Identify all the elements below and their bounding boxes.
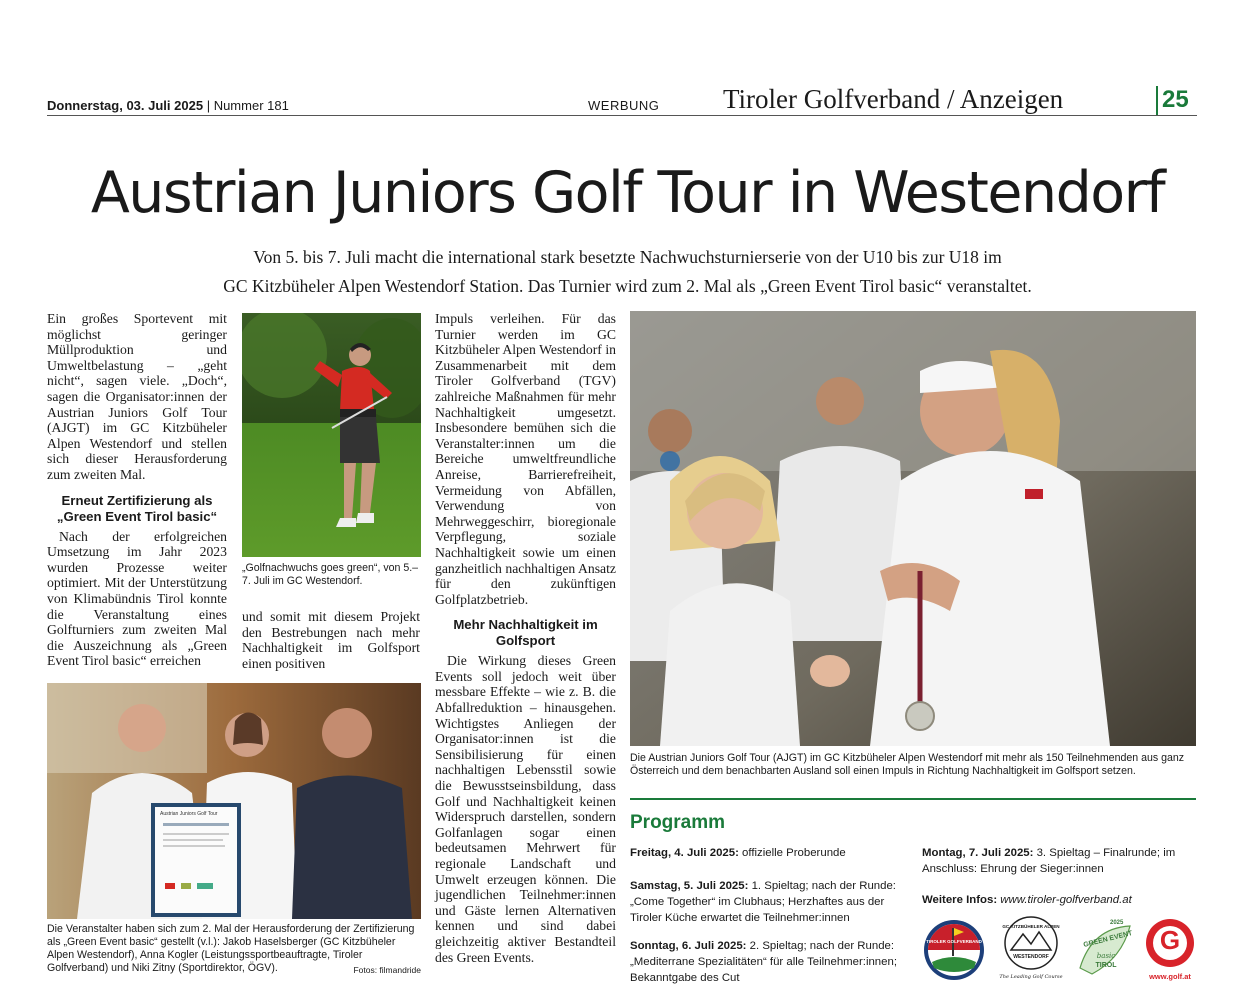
section-title: Tiroler Golfverband / Anzeigen: [723, 84, 1064, 114]
programm-item: Montag, 7. Juli 2025: 3. Spieltag – Finalrunde; im Anschluss: Ehrung der Sieger:innen: [922, 847, 1176, 875]
golfat-logo: [1143, 916, 1197, 986]
green-event-logo: [1072, 918, 1138, 984]
paragraph: Die Wirkung dieses Green Events soll jedoch weit über messbare Effekte – wie z. B. die Abfallreduktion – hinausgehen. Wichtigstes Anliegen der Organisator:innen ist die Sensibilisierung für einen nachhaltigen Lebensstil sowie die Bewusstseinsbildung, dass Golf und Nachhaltigkeit keinen Widerspruch darstellen, sondern Golfanlagen sogar einen bedeutsamen Mehrwert für regionale Landschaft und Umwelt erzeugen können. Die jugendlichen Teilnehmer:innen und Gäste lernen Alternativen kennen und sind dabei gleichzeitig aktiver Bestandteil des Green Events.: [435, 653, 616, 965]
golfer-caption: „Golfnachwuchs goes green“, von 5.–7. Juli im GC Westendorf.: [242, 562, 419, 587]
green-event-logo-icon: [1072, 918, 1138, 984]
subheading: Erneut Zertifizierung als „Green Event Tirol basic“: [56, 492, 218, 524]
more-info-link[interactable]: www.tiroler-golfverband.at: [1000, 894, 1132, 906]
green-event-line1: GREEN EVENT: [1082, 930, 1134, 949]
group-photo: [47, 683, 421, 919]
westendorf-logo-icon: [997, 914, 1065, 972]
tgv-logo: [922, 918, 986, 982]
westendorf-logo-top: GC KITZBÜHELER ALPEN: [1002, 924, 1060, 929]
photo-credit: Fotos: filmandride: [353, 965, 421, 975]
programm-title: Programm: [630, 812, 726, 833]
more-info: Weitere Infos: www.tiroler-golfverband.at: [922, 894, 1132, 906]
page-number: 25: [1162, 86, 1189, 113]
green-event-year: 2025: [1110, 920, 1124, 926]
group-caption: [47, 923, 421, 977]
green-event-line3: TIROL: [1095, 962, 1117, 969]
medal-photo: [630, 311, 1196, 746]
group-photo-illustration: [47, 683, 421, 919]
westendorf-logo: [997, 914, 1065, 986]
headline: Austrian Juniors Golf Tour in Westendorf: [90, 160, 1165, 226]
westendorf-logo-bottom: WESTENDORF: [1013, 954, 1049, 960]
paragraph: Impuls verleihen. Für das Turnier werden im GC Kitzbüheler Alpen Westendorf in Zusammenarbeit mit dem Tiroler Golfverband (TGV) zahlreiche Maßnahmen für mehr Nachhaltigkeit umgesetzt. Insbesondere bemühen sich die Veranstalter:innen um die Bereiche umweltfreundliche Anreise, Barrierefreiheit, Vermeidung von Abfällen, Verwendung von Mehrweggeschirr, bioregionale Verpflegung, soziale Nachhaltigkeit sowie um einen ganzheitlich nachhaltigen Ansatz für den zukünftigen Golfplatzbetrieb.: [435, 311, 616, 607]
medal-caption: Die Austrian Juniors Golf Tour (AJGT) im GC Kitzbüheler Alpen Westendorf mit mehr als 150 Teilnehmenden aus ganz Österreich und dem benachbarten Ausland soll einen Impuls in Richtung Nachhaltigkeit im Golfsport setzen.: [630, 752, 1185, 777]
lead-line-1: Von 5. bis 7. Juli macht die international stark besetzte Nachwuchsturnierserie von der U10 bis zur U18 im: [253, 247, 1002, 267]
golfer-photo-illustration: [242, 313, 421, 557]
programm-item: Samstag, 5. Juli 2025: 1. Spieltag; nach der Runde: „Come Together“ im Clubhaus; Herzhaftes aus der Tiroler Küche erwartet die Teilnehmer:innen: [630, 880, 896, 924]
lead-line-2: GC Kitzbüheler Alpen Westendorf Station. Das Turnier wird zum 2. Mal als „Green Event Tirol basic“ veranstaltet.: [223, 276, 1032, 296]
certificate-text: Austrian Juniors Golf Tour: [160, 811, 218, 817]
paragraph: und somit mit diesem Projekt den Bestrebungen nach mehr Nachhaltigkeit im Golfsport einen positiven: [242, 609, 420, 671]
subheading: Mehr Nachhaltigkeit im Golfsport: [453, 617, 598, 649]
issue-date: Donnerstag, 03. Juli 2025 | Nummer 181: [47, 98, 289, 113]
lead: [60, 243, 1195, 301]
programm-rule: [630, 798, 1196, 800]
westendorf-logo-tagline: The Leading Golf Course: [999, 974, 1063, 980]
green-event-line2: basic: [1096, 952, 1116, 960]
paragraph: Ein großes Sportevent mit möglichst geringer Müllproduktion und Umweltbelastung – „geht nicht“, sagen viele. „Doch“, sagen die Organisator:innen der Austrian Juniors Golf Tour (AJGT) im GC Kitzbüheler Alpen Westendorf und stellen sich dieser Herausforderung zum zweiten Mal.: [47, 311, 227, 482]
column-3: [435, 311, 616, 965]
ad-label: WERBUNG: [588, 98, 660, 113]
programm-item: Freitag, 4. Juli 2025: offizielle Proberunde: [630, 847, 846, 859]
group-caption-text: Die Veranstalter haben sich zum 2. Mal der Herausforderung der Zertifizierung als „Green Event basic“ gestellt (v.l.): Jakob Haselsberger (GC Kitzbüheler Alpen Westendorf), Anna Kogler (Leistungssportbeauftragte, Tiroler Golfverband) und Niki Zitny (Sportdirektor, ÖGV).: [47, 923, 415, 974]
tgv-logo-text: TIROLER GOLFVERBAND: [926, 939, 982, 944]
column-2: [242, 609, 420, 671]
page-number-divider: [1156, 86, 1158, 116]
medal-photo-illustration: [630, 311, 1196, 746]
golfer-photo: [242, 313, 421, 557]
column-1: [47, 311, 227, 669]
header-rule: [47, 115, 1197, 116]
programm-item: Sonntag, 6. Juli 2025: 2. Spieltag; nach der Runde: „Mediterrane Spezialitäten“ für alle Teilnehmer:innen; Bekanntgabe des Cut: [630, 940, 897, 984]
golfat-url[interactable]: www.golf.at: [1149, 972, 1191, 981]
tgv-logo-icon: [922, 918, 986, 982]
golfat-letter: G: [1159, 925, 1181, 955]
paragraph: Nach der erfolgreichen Umsetzung im Jahr 2023 wurden Prozesse weiter optimiert. Mit der Unterstützung von Klimabündnis Tirol konnte die Veranstaltung eines Golfturniers zum zweiten Mal die Auszeichnung als „Green Event Tirol basic“ erreichen: [47, 528, 227, 669]
